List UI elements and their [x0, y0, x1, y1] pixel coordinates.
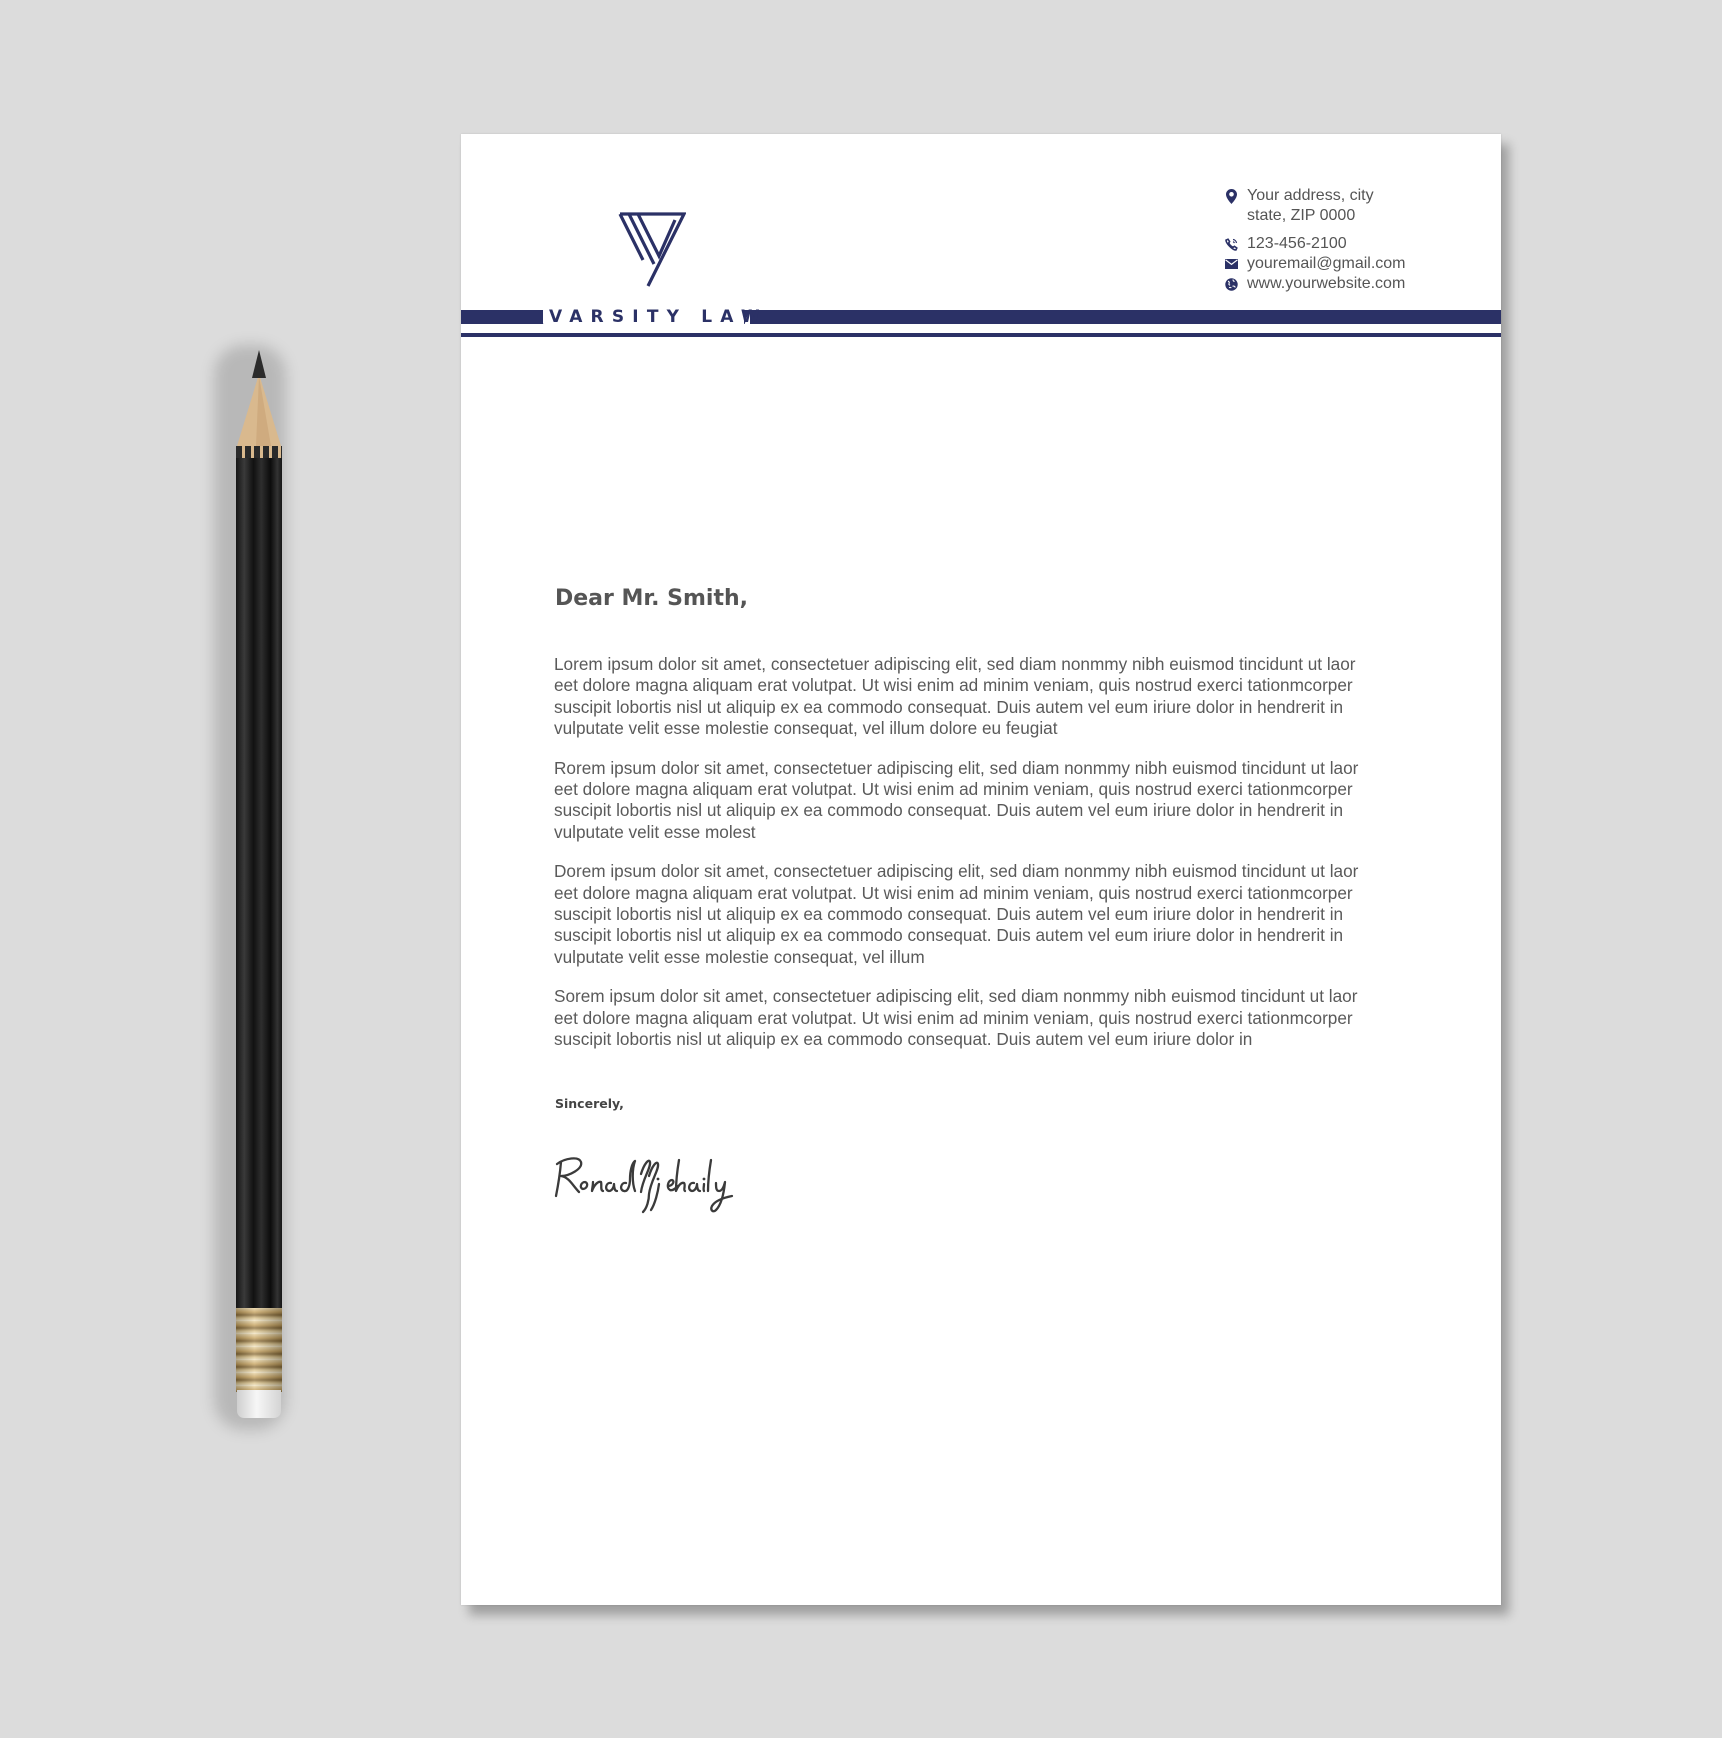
address-line-1: Your address, city	[1247, 187, 1374, 204]
address-line-2: state, ZIP 0000	[1247, 207, 1356, 224]
header-rule	[461, 333, 1501, 337]
envelope-icon	[1224, 254, 1238, 274]
handwritten-signature	[551, 1146, 741, 1218]
letter-paragraph: Sorem ipsum dolor sit amet, consectetuer adipiscing elit, sed diam nonmmy nibh euismod tincidunt ut laor eet dolore magna aliquam erat volutpat. Ut wisi enim ad minim veniam, quis nostrud exerci tationmcorper suscipit lobortis nisl ut aliquip ex ea commodo consequat. Duis autem vel eum iriure dolor in	[554, 986, 1358, 1050]
pencil-eraser	[237, 1390, 281, 1418]
website-url: www.yourwebsite.com	[1247, 275, 1406, 292]
contact-block	[1224, 186, 1406, 294]
letter-paragraph: Dorem ipsum dolor sit amet, consectetuer adipiscing elit, sed diam nonmmy nibh euismod tincidunt ut laor eet dolore magna aliquam erat volutpat. Ut wisi enim ad minim veniam, quis nostrud exerci tationmcorper suscipit lobortis nisl ut aliquip ex ea commodo consequat. Duis autem vel eum iriure dolor in hendrerit in suscipit lobortis nisl ut aliquip ex ea commodo consequat. Duis autem vel eum iriure dolor in hendrerit in vulputate velit esse molestie consequat, vel illum	[554, 861, 1359, 967]
pencil-ferrule-shade	[236, 1308, 282, 1392]
email-address: youremail@gmail.com	[1247, 255, 1406, 272]
letter-body	[554, 654, 1414, 1069]
company-name: VARSITY LAW	[549, 307, 768, 327]
location-pin-icon	[1224, 186, 1238, 206]
pencil-lead	[252, 350, 266, 378]
globe-icon	[1224, 274, 1238, 294]
contact-website	[1224, 274, 1406, 294]
letter-closing: Sincerely,	[555, 1096, 624, 1111]
letter-paragraph: Rorem ipsum dolor sit amet, consectetuer adipiscing elit, sed diam nonmmy nibh euismod tincidunt ut laor eet dolore magna aliquam erat volutpat. Ut wisi enim ad minim veniam, quis nostrud exerci tationmcorper suscipit lobortis nisl ut aliquip ex ea commodo consequat. Duis autem vel eum iriure dolor in hendrerit in vulputate velit esse molest	[554, 757, 1359, 842]
phone-icon	[1224, 234, 1238, 254]
letterhead-sheet	[461, 134, 1501, 1605]
contact-phone	[1224, 234, 1406, 254]
phone-number: 123-456-2100	[1247, 235, 1347, 252]
letter-salutation: Dear Mr. Smith,	[555, 586, 749, 611]
contact-address	[1224, 186, 1406, 226]
letter-paragraph: Lorem ipsum dolor sit amet, consectetuer adipiscing elit, sed diam nonmmy nibh euismod tincidunt ut laor eet dolore magna aliquam erat volutpat. Ut wisi enim ad minim veniam, quis nostrud exerci tationmcorper suscipit lobortis nisl ut aliquip ex ea commodo consequat. Duis autem vel eum iriure dolor in hendrerit in vulputate velit esse molestie consequat, vel illum dolore eu feugiat	[554, 654, 1356, 739]
pencil-body-edge	[236, 446, 282, 458]
pencil-wood-shade	[256, 376, 271, 446]
contact-email	[1224, 254, 1406, 274]
pencil-body	[236, 446, 282, 1308]
pencil-image	[236, 350, 282, 1420]
company-logo-icon	[618, 212, 686, 288]
